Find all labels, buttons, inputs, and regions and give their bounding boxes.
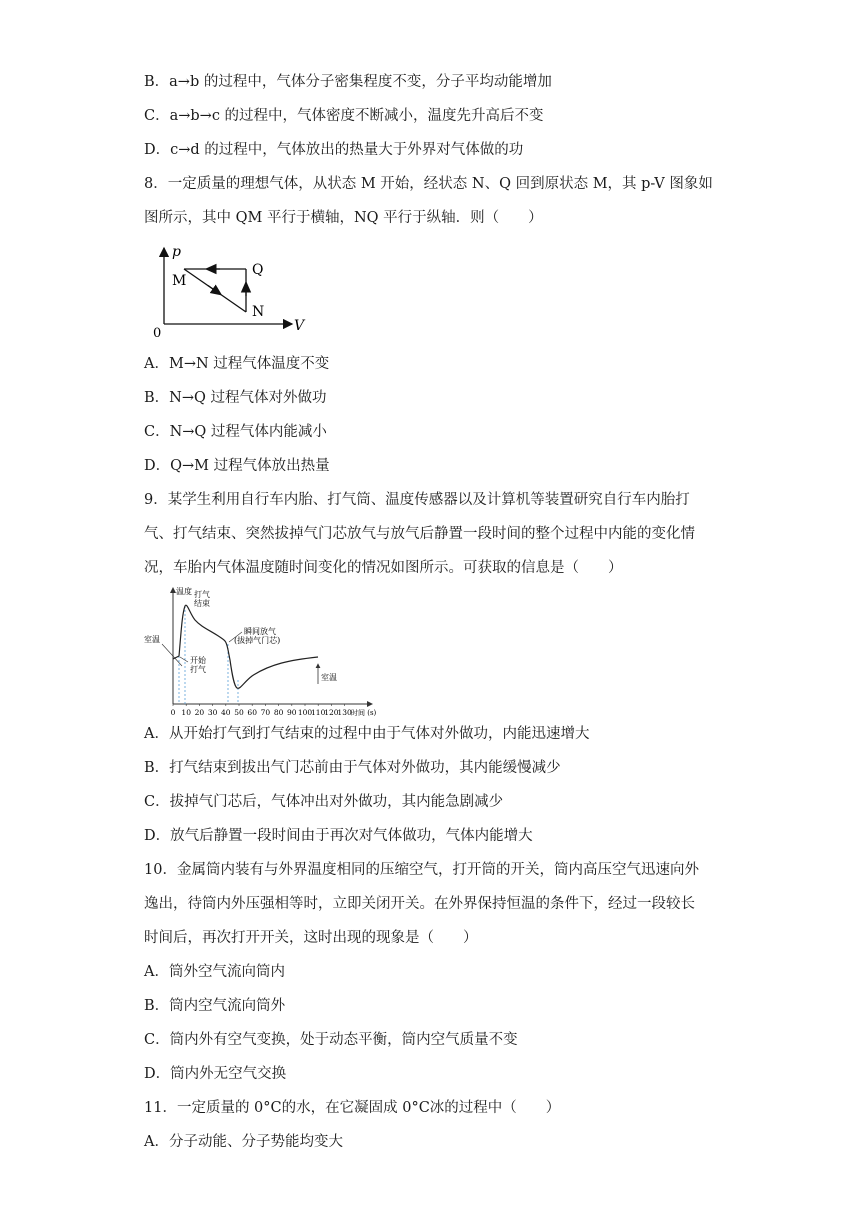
q8-option-a: A．M→N 过程气体温度不变 <box>144 356 330 372</box>
q8-stem-line-1: 8．一定质量的理想气体，从状态 M 开始，经状态 N、Q 回到原状态 M，其 p-V 图象如 <box>144 176 713 192</box>
q9-ann-end-1: 打气 <box>194 590 210 599</box>
q9-x-ticks <box>171 704 352 717</box>
q9-ann-end-2: 结束 <box>194 599 210 608</box>
q9-x-tick-label: 60 <box>247 708 257 717</box>
q9-temperature-curve <box>173 605 318 688</box>
q8-option-c: C．N→Q 过程气体内能减小 <box>144 424 327 440</box>
q7-option-c: C．a→b→c 的过程中，气体密度不断减小，温度先升高后不变 <box>144 108 544 124</box>
q9-x-tick-label: 120 <box>324 708 339 717</box>
q8-option-d: D．Q→M 过程气体放出热量 <box>144 458 330 474</box>
q9-stem-line-3: 况，车胎内气体温度随时间变化的情况如图所示。可获取的信息是（ ） <box>144 560 623 576</box>
q9-temperature-chart <box>140 584 390 722</box>
q8-m-label: M <box>172 273 187 289</box>
q9-x-tick-label: 130 <box>337 708 352 717</box>
q9-x-tick-label: 100 <box>297 708 313 717</box>
q9-x-tick-label: 30 <box>207 708 218 717</box>
q9-ylabel: 温度 <box>176 587 192 596</box>
q9-ann-start-2: 打气 <box>190 665 206 674</box>
q11-option-a: A．分子动能、分子势能均变大 <box>144 1134 343 1150</box>
q8-stem-line-2: 图所示，其中 QM 平行于横轴，NQ 平行于纵轴．则（ ） <box>144 210 543 226</box>
q7-option-b: B．a→b 的过程中，气体分子密集程度不变，分子平均动能增加 <box>144 74 552 90</box>
q10-option-b: B．筒内空气流向筒外 <box>144 998 286 1014</box>
q8-option-b: B．N→Q 过程气体对外做功 <box>144 390 327 406</box>
q8-q-label: Q <box>252 262 264 278</box>
q9-ann-start-1: 开始 <box>190 656 206 665</box>
q9-option-a: A．从开始打气到打气结束的过程中由于气体对外做功，内能迅速增大 <box>144 726 590 742</box>
q9-x-tick-label: 90 <box>287 708 297 717</box>
q9-x-tick-label: 40 <box>221 708 231 717</box>
q8-origin-label: 0 <box>153 326 162 340</box>
q9-x-tick-label: 0 <box>170 708 176 717</box>
q8-pv-diagram <box>148 242 318 340</box>
q9-x-tick-label: 20 <box>194 708 205 717</box>
q9-option-d: D．放气后静置一段时间由于再次对气体做功，气体内能增大 <box>144 828 533 844</box>
q10-stem-line-3: 时间后，再次打开开关，这时出现的现象是（ ） <box>144 930 478 946</box>
q10-stem-line-2: 逸出，待筒内外压强相等时，立即关闭开关。在外界保持恒温的条件下，经过一段较长 <box>144 896 695 912</box>
q9-x-tick-label: 80 <box>273 708 284 717</box>
q9-xlabel: 时间 (s) <box>351 709 377 717</box>
q9-ann-release-2: (拔掉气门芯) <box>234 636 281 645</box>
q9-ann-release-1: 瞬间放气 <box>244 627 276 636</box>
q10-option-a: A．筒外空气流向筒内 <box>144 964 285 980</box>
q9-x-tick-label: 110 <box>311 708 326 717</box>
q8-v-label: V <box>294 318 305 334</box>
q9-option-b: B．打气结束到拔出气门芯前由于气体对外做功，其内能缓慢减少 <box>144 760 561 776</box>
q9-x-tick-label: 50 <box>234 708 244 717</box>
q9-ann-start-pointer <box>180 657 188 662</box>
q11-stem-line-1: 11．一定质量的 0°C的水，在它凝固成 0°C冰的过程中（ ） <box>144 1100 561 1116</box>
q8-p-label: p <box>172 244 181 260</box>
q9-stem-line-2: 气、打气结束、突然拔掉气门芯放气与放气后静置一段时间的整个过程中内能的变化情 <box>144 526 695 542</box>
q10-option-d: D．筒内外无空气交换 <box>144 1066 287 1082</box>
q10-option-c: C．筒内外有空气变换，处于动态平衡，筒内空气质量不变 <box>144 1032 518 1048</box>
q7-option-d: D．c→d 的过程中，气体放出的热量大于外界对气体做的功 <box>144 142 524 158</box>
q10-stem-line-1: 10．金属筒内装有与外界温度相同的压缩空气，打开筒的开关，筒内高压空气迅速向外 <box>144 862 699 878</box>
q8-n-label: N <box>252 304 265 320</box>
q8-arrow-mn <box>208 286 218 293</box>
q9-option-c: C．拔掉气门芯后，气体冲出对外做功，其内能急剧减少 <box>144 794 504 810</box>
q9-room-temp-left: 室温 <box>144 635 160 644</box>
q9-stem-line-1: 9．某学生利用自行车内胎、打气筒、温度传感器以及计算机等装置研究自行车内胎打 <box>144 492 690 508</box>
q9-x-tick-label: 70 <box>260 708 271 717</box>
q9-room-temp-right: 室温 <box>321 673 337 682</box>
q9-x-tick-label: 10 <box>181 708 191 717</box>
